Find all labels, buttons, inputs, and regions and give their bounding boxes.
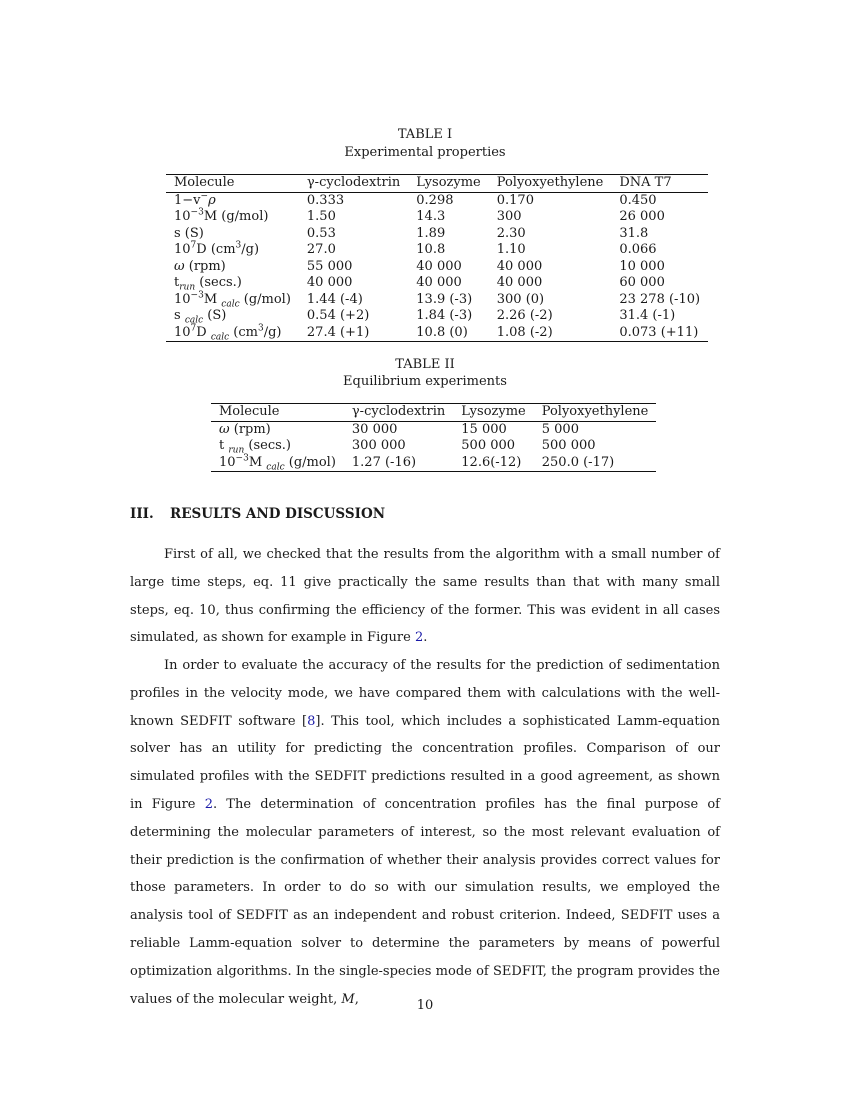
table-row [166,226,708,243]
table-cell: 1.84 (-3) [416,308,473,323]
table-cell: 300 000 [351,438,406,453]
table-cell: 2.30 [496,225,526,241]
row-label: $10^{-3}M$ (g/mol) [174,207,269,224]
row-label: $10^7D$ $_{calc}$ $(cm^3/g)$ [174,323,282,343]
table-cell: 0.333 [306,192,345,208]
column-header: γ-cyclodextrin [351,404,446,419]
table-cell: 1.44 (-4) [306,291,363,307]
table-cell: 1.89 [416,225,446,241]
table-cell: 1.08 (-2) [496,324,553,340]
page-number: 10 [416,998,434,1013]
table-row [166,259,708,276]
table-cell: 300 [496,209,522,224]
column-header: γ-cyclodextrin [306,175,401,190]
row-label: $t_{run}$ (secs.) [174,275,242,293]
column-header: Polyoxyethylene [541,404,649,419]
table-row [166,242,708,259]
table-row [211,438,656,455]
table-cell: 0.298 [416,192,454,208]
table-cell: 0.066 [619,242,657,257]
table-cell: 0.170 [496,192,534,208]
table-cell: 31.4 (-1) [619,308,676,323]
table-cell: 5 000 [541,421,579,437]
table-cell: 300 (0) [496,291,545,307]
table-cell: 27.0 [306,242,336,257]
row-label: s $_{calc}$ (S) [174,308,227,326]
table-cell: 250.0 (-17) [541,454,615,470]
table-cell: 2.26 (-2) [496,308,553,323]
table-row [166,308,708,325]
table-cell: 40 000 [496,258,543,274]
table-equilibrium-experiments [211,403,656,472]
table-header-row [166,175,708,193]
table-cell: 0.54 (+2) [306,308,370,323]
table-cell: 15 000 [461,421,507,437]
table-cell: 12.6(-12) [461,454,522,470]
paragraph-2: In order to evaluate the accuracy of the results for the prediction of sedimentation profiles in the velocity mode, we have compared them with calculations with the well-known SEDFIT software [8]. This tool, which includes a sophisticated Lamm-equation solver has an utility for predicting the concentration profiles. Comparison of our simulated profiles with the SEDFIT predictions resulted in a good agreement, as shown in Figure 2. The determination of concentration profiles has the final purpose of determining the molecular parameters of interest, so the most relevant evaluation of their prediction is the confirmation of whether their analysis provides correct values for those parameters. In order to do so with our simulation results, we employed the analysis tool of SEDFIT as an independent and robust criterion. Indeed, SEDFIT uses a reliable Lamm-equation solver to determine the parameters by means of powerful optimization algorithms. In the single-species mode of SEDFIT, the program provides the values of the molecular weight, M, [130,658,720,1007]
table-experimental-properties [166,174,708,342]
row-label: $10^{-3}M$ $_{calc}$ (g/mol) [174,290,291,310]
table-cell: 10 000 [619,258,665,274]
column-header: DNA T7 [619,175,672,190]
table1-caption: Experimental properties [344,145,506,160]
table-cell: 40 000 [496,275,543,290]
row-label: 1−v−ρ [174,191,216,208]
table-row [166,325,708,342]
column-header: Lysozyme [416,175,481,190]
table-cell: 14.3 [416,209,446,224]
column-header: Polyoxyethylene [496,175,604,190]
table-cell: 0.53 [306,225,336,241]
table-cell: 40 000 [416,258,462,274]
table-cell: 0.450 [619,192,657,208]
table-cell: 500 000 [461,438,516,453]
table-cell: 0.073 (+11) [619,324,699,340]
table-cell: 30 000 [351,421,398,437]
table-cell: 31.8 [619,225,649,241]
table-row [166,292,708,309]
table-cell: 10.8 (0) [416,324,468,340]
table-cell: 13.9 (-3) [416,291,473,307]
table-cell: 1.27 (-16) [351,454,417,470]
table-cell: 40 000 [416,275,462,290]
table-cell: 1.10 [496,242,526,257]
table-row [166,192,708,209]
table-cell: 40 000 [306,275,353,290]
table-row [166,209,708,226]
section-number: III. [130,506,154,522]
row-label: $10^7D$ $(cm^3/g)$ [174,240,260,257]
paragraph-1: First of all, we checked that the results from the algorithm with a small number of large time steps, eq. 11 give practically the same results than that with many small steps, eq. 10, thus confirming the efficiency of the former. This was evident in all cases simulated, as shown for example in Figure 2. [130,547,720,646]
table-cell: 500 000 [541,438,596,453]
table-row [211,455,656,472]
row-label: ω (rpm) [174,258,226,274]
row-label: t $_{run}$ (secs.) [219,438,291,456]
row-label: ω (rpm) [219,421,271,437]
section-heading [130,506,385,522]
table2-label: TABLE II [395,357,455,372]
table-cell: 60 000 [619,275,665,290]
section-title: RESULTS AND DISCUSSION [170,506,386,522]
table-row [211,421,656,438]
row-label: $10^{-3}M$ $_{calc}$ (g/mol) [219,453,336,473]
row-label: s (S) [174,225,204,241]
table-cell: 10.8 [416,242,446,257]
table1-label: TABLE I [397,127,453,142]
column-header: Molecule [174,175,235,190]
table-cell: 23 278 (-10) [619,291,701,307]
table-cell: 1.50 [306,209,336,224]
table-cell: 27.4 (+1) [306,324,370,340]
table-cell: 55 000 [306,258,353,274]
table-row [166,275,708,292]
column-header: Molecule [219,404,280,419]
column-header: Lysozyme [461,404,526,419]
table-cell: 26 000 [619,209,665,224]
table2-caption: Equilibrium experiments [343,374,507,389]
table-header-row [211,404,656,422]
